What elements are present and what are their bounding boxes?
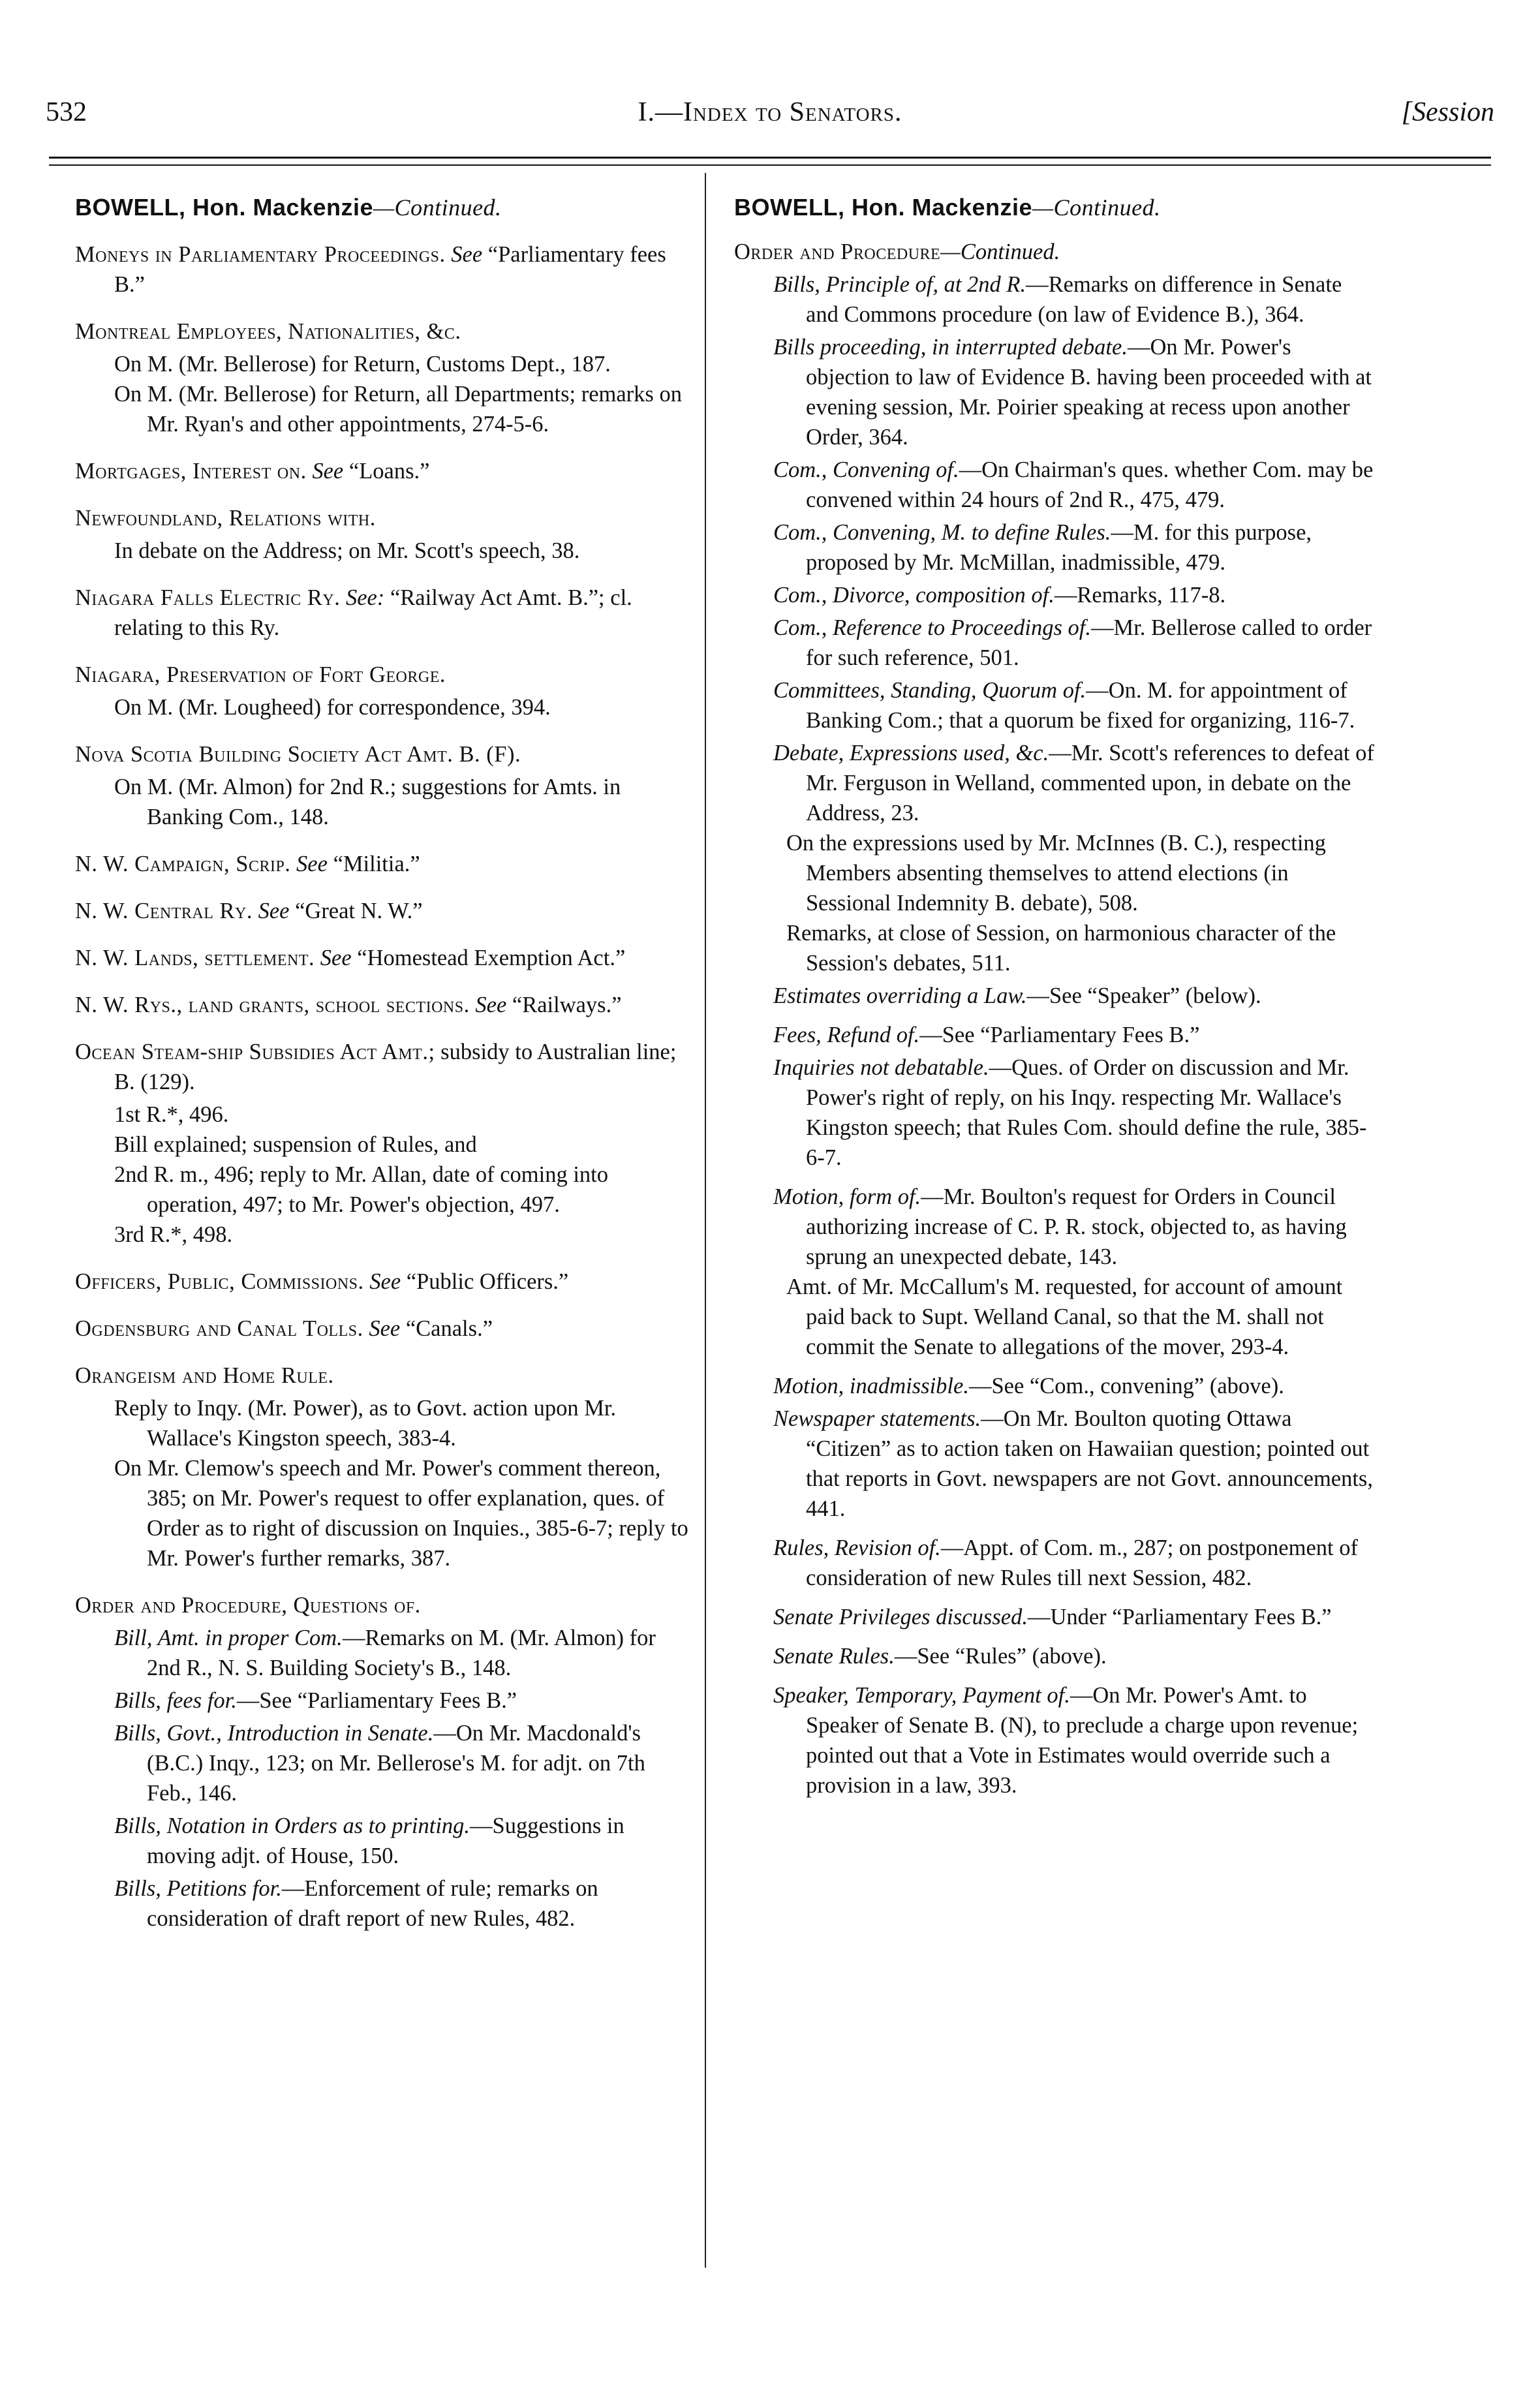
entry-text: —Enforcement of rule; remarks on consideration of draft report of new Rules, 482.: [147, 1876, 598, 1931]
order-entry: [734, 1182, 1377, 1272]
index-topic: [75, 316, 692, 347]
see-ref: See: [369, 1316, 401, 1341]
index-subentry: 1st R.*, 496.: [114, 1102, 229, 1127]
order-entry: [734, 455, 1377, 515]
index-topic: [75, 583, 692, 643]
topic-title: Ocean Steam-ship Subsidies Act Amt.;: [75, 1040, 435, 1064]
order-entry: [734, 1053, 1377, 1173]
subheading-topic: Order and Procedure: [734, 239, 941, 264]
see-ref: See: [475, 993, 507, 1017]
entry-title: Motion, inadmissible.: [773, 1374, 969, 1398]
topic-detail: “Railways.”: [512, 993, 622, 1017]
index-topic: [75, 1037, 692, 1097]
subheading-continued: —Continued.: [940, 239, 1060, 264]
topic-title: Montreal Employees, Nationalities, &c.: [75, 319, 461, 344]
see-ref: See: [258, 899, 290, 923]
entry-text: —See “Com., convening” (above).: [968, 1374, 1284, 1398]
index-topic: [75, 239, 692, 300]
entry-title: Com., Reference to Proceedings of.: [773, 615, 1092, 640]
entry-title: Bills, Notation in Orders as to printing.: [114, 1813, 470, 1838]
topic-detail: “Parliamentary fees B.”: [114, 242, 666, 297]
topic-detail: “Public Officers.”: [406, 1269, 569, 1294]
entry-title: Debate, Expressions used, &c.: [773, 741, 1049, 765]
topic-title: N. W. Rys., land grants, school sections.: [75, 993, 470, 1017]
entry-text: —Mr. Scott's references to defeat of Mr. Ferguson in Welland, commented upon, in debate on the Address, 23.: [806, 741, 1374, 825]
entry-title: Senate Privileges discussed.: [773, 1605, 1028, 1629]
entry-title: Fees, Refund of.: [773, 1023, 920, 1047]
index-subentry: Bill explained; suspension of Rules, and: [114, 1132, 477, 1157]
right-column: [734, 193, 1377, 1800]
entry-text: —Remarks, 117-8.: [1054, 583, 1226, 608]
entry-title: Com., Convening of.: [773, 457, 959, 482]
topic-title: Nova Scotia Building Society Act Amt. B. (F).: [75, 742, 521, 767]
entry-text: —Ques. of Order on discussion and Mr. Power's right of reply, on his Inqy. respecting Mr. Wallace's Kingston speech; that Rules Com. should define the rule, 385-6-7.: [806, 1055, 1367, 1170]
heading-continued: —Continued.: [1032, 194, 1161, 221]
heading-name: BOWELL, Hon. Mackenzie: [75, 194, 374, 221]
order-entry: [75, 1874, 692, 1934]
see-ref: See: [320, 946, 352, 970]
entry-text: —See “Rules” (above).: [894, 1644, 1107, 1669]
entry-title: Inquiries not debatable.: [773, 1055, 989, 1080]
entry-text: —M. for this purpose, proposed by Mr. McMillan, inadmissible, 479.: [806, 520, 1312, 575]
order-subentry: On the expressions used by Mr. McInnes (B. C.), respecting Members absenting themselves to attend elections (in Sessional Indemnity B. debate), 508.: [786, 831, 1326, 916]
header-rule-top: [49, 157, 1491, 159]
index-topic: [75, 503, 692, 533]
entry-text: —Suggestions in moving adjt. of House, 150.: [147, 1813, 624, 1868]
entry-text: —On Mr. Power's Amt. to Speaker of Senate B. (N), to preclude a charge upon revenue; pointed out that a Vote in Estimates would override such a provision in a law, 393.: [806, 1683, 1359, 1798]
topic-title: Niagara Falls Electric Ry.: [75, 585, 341, 610]
order-entry: [734, 332, 1377, 452]
entry-title: Speaker, Temporary, Payment of.: [773, 1683, 1070, 1708]
entry-text: —Mr. Boulton's request for Orders in Council authorizing increase of C. P. R. stock, objected to, as having sprung an unexpected debate, 143.: [806, 1184, 1347, 1269]
entry-title: Newspaper statements.: [773, 1406, 981, 1431]
order-entry: [734, 517, 1377, 578]
order-entry: [734, 1680, 1377, 1800]
entry-text: —On. M. for appointment of Banking Com.; that a quorum be fixed for organizing, 116-7.: [806, 678, 1355, 733]
entry-title: Motion, form of.: [773, 1184, 921, 1209]
topic-title: Niagara, Preservation of Fort George.: [75, 662, 446, 687]
topic-title: Moneys in Parliamentary Proceedings.: [75, 242, 446, 267]
order-entry: [75, 1686, 692, 1716]
heading-name: BOWELL, Hon. Mackenzie: [734, 194, 1033, 221]
index-topic: [75, 896, 692, 926]
running-title: I.—Index to Senators.: [638, 97, 902, 127]
entry-title: Committees, Standing, Quorum of.: [773, 678, 1086, 703]
index-topic: [75, 1314, 692, 1344]
order-subentry: Amt. of Mr. McCallum's M. requested, for account of amount paid back to Supt. Welland Canal, so that the M. shall not commit the Senate to allegations of the mover, 293-4.: [786, 1274, 1343, 1359]
order-entry: [734, 1641, 1377, 1671]
entry-text: —Mr. Bellerose called to order for such reference, 501.: [806, 615, 1372, 670]
index-topic: [75, 1361, 692, 1391]
see-ref: See: [451, 242, 483, 267]
entry-text: —Appt. of Com. m., 287; on postponement of consideration of new Rules till next Session, 482.: [806, 1535, 1358, 1590]
topic-title: N. W. Central Ry.: [75, 899, 253, 923]
index-topic: [75, 1267, 692, 1297]
topic-title: N. W. Lands, settlement.: [75, 946, 315, 970]
entry-text: —See “Speaker” (below).: [1026, 983, 1261, 1008]
topic-title: Orangeism and Home Rule.: [75, 1363, 334, 1388]
topic-detail: “Railway Act Amt. B.”; cl. relating to this Ry.: [114, 585, 632, 640]
topic-title: Order and Procedure, Questions of.: [75, 1593, 421, 1618]
see-ref: See: [296, 852, 328, 876]
entry-title: Rules, Revision of.: [773, 1535, 941, 1560]
order-entry: [734, 1371, 1377, 1401]
topic-detail: “Great N. W.”: [295, 899, 423, 923]
see-ref: See:: [345, 585, 385, 610]
right-column-heading: [734, 193, 1377, 223]
index-subentry: On M. (Mr. Lougheed) for correspondence, 394.: [114, 695, 551, 720]
entry-text: —Remarks on M. (Mr. Almon) for 2nd R., N. S. Building Society's B., 148.: [147, 1626, 656, 1680]
entry-title: Bills, Govt., Introduction in Senate.: [114, 1721, 434, 1746]
order-subentry: Remarks, at close of Session, on harmonious character of the Session's debates, 511.: [786, 921, 1336, 976]
entry-title: Bills, fees for.: [114, 1688, 237, 1713]
order-entry: [734, 1602, 1377, 1632]
page-number: 532: [46, 97, 87, 127]
order-entry: [734, 675, 1377, 735]
topic-detail: “Homestead Exemption Act.”: [357, 946, 626, 970]
topic-title: Ogdensburg and Canal Tolls.: [75, 1316, 363, 1341]
index-subentry: On M. (Mr. Bellerose) for Return, all Departments; remarks on Mr. Ryan's and other appointments, 274-5-6.: [114, 382, 682, 437]
index-subentry: On Mr. Clemow's speech and Mr. Power's comment thereon, 385; on Mr. Power's request to offer explanation, ques. of Order as to right of discussion on Inquies., 385-6-7; reply to Mr. Power's further remarks, 387.: [114, 1456, 688, 1571]
right-entries: [734, 270, 1377, 1800]
topic-title: Mortgages, Interest on.: [75, 459, 307, 484]
entry-title: Com., Convening, M. to define Rules.: [773, 520, 1111, 545]
index-topic: [75, 456, 692, 486]
order-entry: [75, 1718, 692, 1808]
index-topic: [75, 943, 692, 973]
column-divider: [705, 173, 706, 2268]
entry-title: Senate Rules.: [773, 1644, 895, 1669]
entry-text: —See “Parliamentary Fees B.”: [919, 1023, 1200, 1047]
entry-title: Estimates overriding a Law.: [773, 983, 1027, 1008]
entry-text: —On Mr. Macdonald's (B.C.) Inqy., 123; on Mr. Bellerose's M. for adjt. on 7th Feb., 146.: [147, 1721, 645, 1806]
order-entry: [734, 580, 1377, 610]
entry-text: —On Mr. Power's objection to law of Evidence B. having been proceeded with at evening session, Mr. Poirier speaking at recess upon another Order, 364.: [806, 335, 1372, 450]
topic-detail: subsidy to Australian line; B. (129).: [114, 1040, 677, 1094]
heading-continued: —Continued.: [373, 194, 502, 221]
entry-text: —See “Parliamentary Fees B.”: [236, 1688, 517, 1713]
left-column: [75, 193, 692, 1934]
order-entry: [734, 1404, 1377, 1524]
topic-detail: “Militia.”: [333, 852, 420, 876]
session-label: [Session: [1401, 97, 1494, 127]
index-subentry: In debate on the Address; on Mr. Scott's speech, 38.: [114, 538, 580, 563]
right-subheading: [734, 237, 1377, 267]
left-column-heading: [75, 193, 692, 223]
index-topic: [75, 1590, 692, 1620]
entry-title: Com., Divorce, composition of.: [773, 583, 1055, 608]
order-entry: [734, 1020, 1377, 1050]
order-entry: [734, 1533, 1377, 1593]
left-order-entries: [75, 1623, 692, 1934]
topic-detail: “Canals.”: [405, 1316, 493, 1341]
order-entry: [734, 981, 1377, 1011]
entry-text: —Remarks on difference in Senate and Commons procedure (on law of Evidence B.), 364.: [806, 272, 1342, 327]
see-ref: See: [312, 459, 344, 484]
topic-detail: “Loans.”: [348, 459, 430, 484]
entry-text: —Under “Parliamentary Fees B.”: [1027, 1605, 1332, 1629]
index-subentry: On M. (Mr. Almon) for 2nd R.; suggestions for Amts. in Banking Com., 148.: [114, 775, 621, 829]
page-header: [46, 77, 1494, 136]
entry-title: Bill, Amt. in proper Com.: [114, 1626, 343, 1650]
order-entry: [75, 1811, 692, 1871]
order-entry: [734, 738, 1377, 828]
order-entry: [734, 270, 1377, 330]
index-topic: [75, 739, 692, 769]
topic-title: Officers, Public, Commissions.: [75, 1269, 364, 1294]
index-topic: [75, 660, 692, 690]
index-subentry: Reply to Inqy. (Mr. Power), as to Govt. action upon Mr. Wallace's Kingston speech, 383-4.: [114, 1396, 617, 1451]
index-subentry: On M. (Mr. Bellerose) for Return, Customs Dept., 187.: [114, 352, 611, 377]
order-entry: [75, 1623, 692, 1683]
order-entry: [734, 613, 1377, 673]
index-topic: [75, 990, 692, 1020]
entry-title: Bills, Petitions for.: [114, 1876, 282, 1901]
entry-text: —On Mr. Boulton quoting Ottawa “Citizen” as to action taken on Hawaiian question; pointed out that reports in Govt. newspapers are not Govt. announcements, 441.: [806, 1406, 1373, 1521]
topic-title: Newfoundland, Relations with.: [75, 506, 376, 531]
index-topic: [75, 849, 692, 879]
see-ref: See: [369, 1269, 401, 1294]
header-rule-bottom: [49, 164, 1491, 166]
topic-title: N. W. Campaign, Scrip.: [75, 852, 291, 876]
entry-title: Bills, Principle of, at 2nd R.: [773, 272, 1026, 297]
index-subentry: 3rd R.*, 498.: [114, 1222, 233, 1247]
entry-title: Bills proceeding, in interrupted debate.: [773, 335, 1128, 360]
left-entries: [75, 239, 692, 1620]
index-subentry: 2nd R. m., 496; reply to Mr. Allan, date of coming into operation, 497; to Mr. Power's objection, 497.: [114, 1162, 609, 1217]
entry-text: —On Chairman's ques. whether Com. may be convened within 24 hours of 2nd R., 475, 479.: [806, 457, 1374, 512]
